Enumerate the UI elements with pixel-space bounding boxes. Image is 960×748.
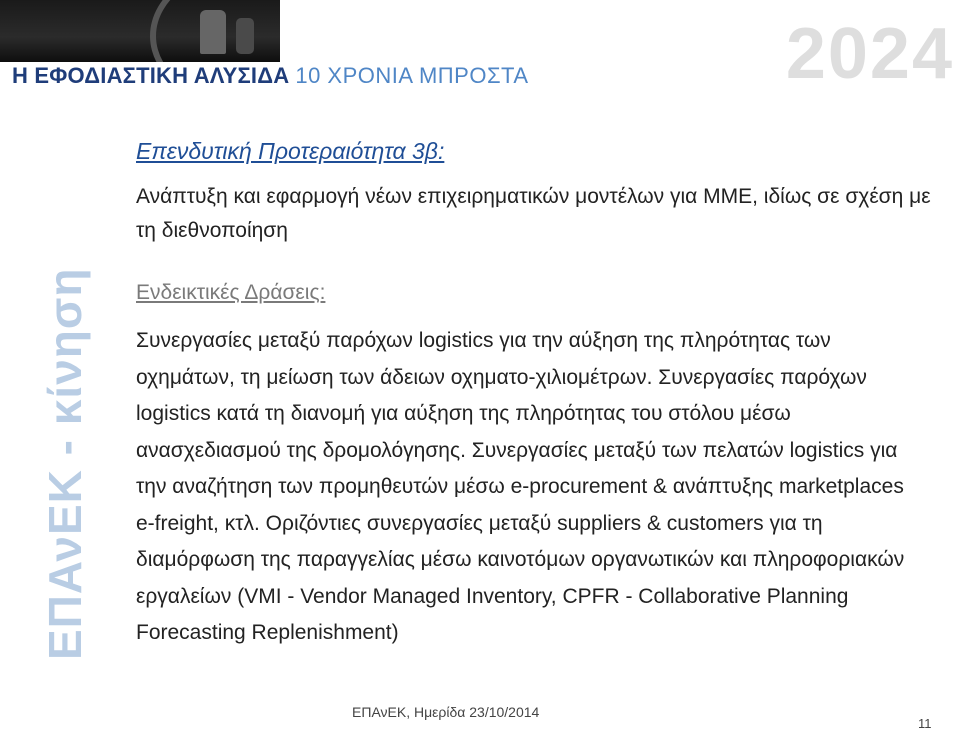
header-year: 2024: [785, 14, 954, 94]
header-title-bold: Η ΕΦΟΔΙΑΣΤΙΚΗ ΑΛΥΣΙΔΑ: [12, 63, 290, 88]
photo-figure-2: [236, 18, 254, 54]
header-photo: [0, 0, 280, 62]
slide-body: Συνεργασίες μεταξύ παρόχων logistics για την αύξηση της πληρότητας των οχημάτων, τη μείωση των άδειων οχηματο-χιλιομέτρων. Συνεργασίες παρόχων logistics κατά τη διανομή για αύξηση της πληρότητας του στόλου μέσω ανασχεδιασμού της δρομολόγησης. Συνεργασίες μεταξύ των πελατών logistics για την αναζήτηση των προμηθευτών μέσω e-procurement & ανάπτυξης marketplaces e-freight, κτλ. Οριζόντιες συνεργασίες μεταξύ suppliers & customers για τη διαμόρφωση της παραγγελίας μέσω καινοτόμων οργανωτικών και πληροφοριακών εργαλείων (VMI - Vendor Managed Inventory, CPFR - Collaborative Planning Forecasting Replenishment): [136, 329, 905, 644]
photo-figure: [200, 10, 226, 54]
sidebar-vertical-text: ΕΠΑνΕΚ - κίνηση: [39, 267, 91, 660]
header-title-light: 10 ΧΡΟΝΙΑ ΜΠΡΟΣΤΑ: [295, 63, 529, 88]
page-number: 11: [918, 716, 932, 731]
slide-title: Επενδυτική Προτεραιότητα 3β:: [136, 138, 445, 164]
actions-heading: Ενδεικτικές Δράσεις:: [136, 281, 326, 304]
slide-intro: Ανάπτυξη και εφαρμογή νέων επιχειρηματικών μοντέλων για ΜΜΕ, ιδίως σε σχέση με τη διεθνοποίηση: [136, 185, 931, 242]
header-title: [12, 63, 529, 89]
footer-text: ΕΠΑνΕΚ, Ημερίδα 23/10/2014: [352, 704, 540, 720]
